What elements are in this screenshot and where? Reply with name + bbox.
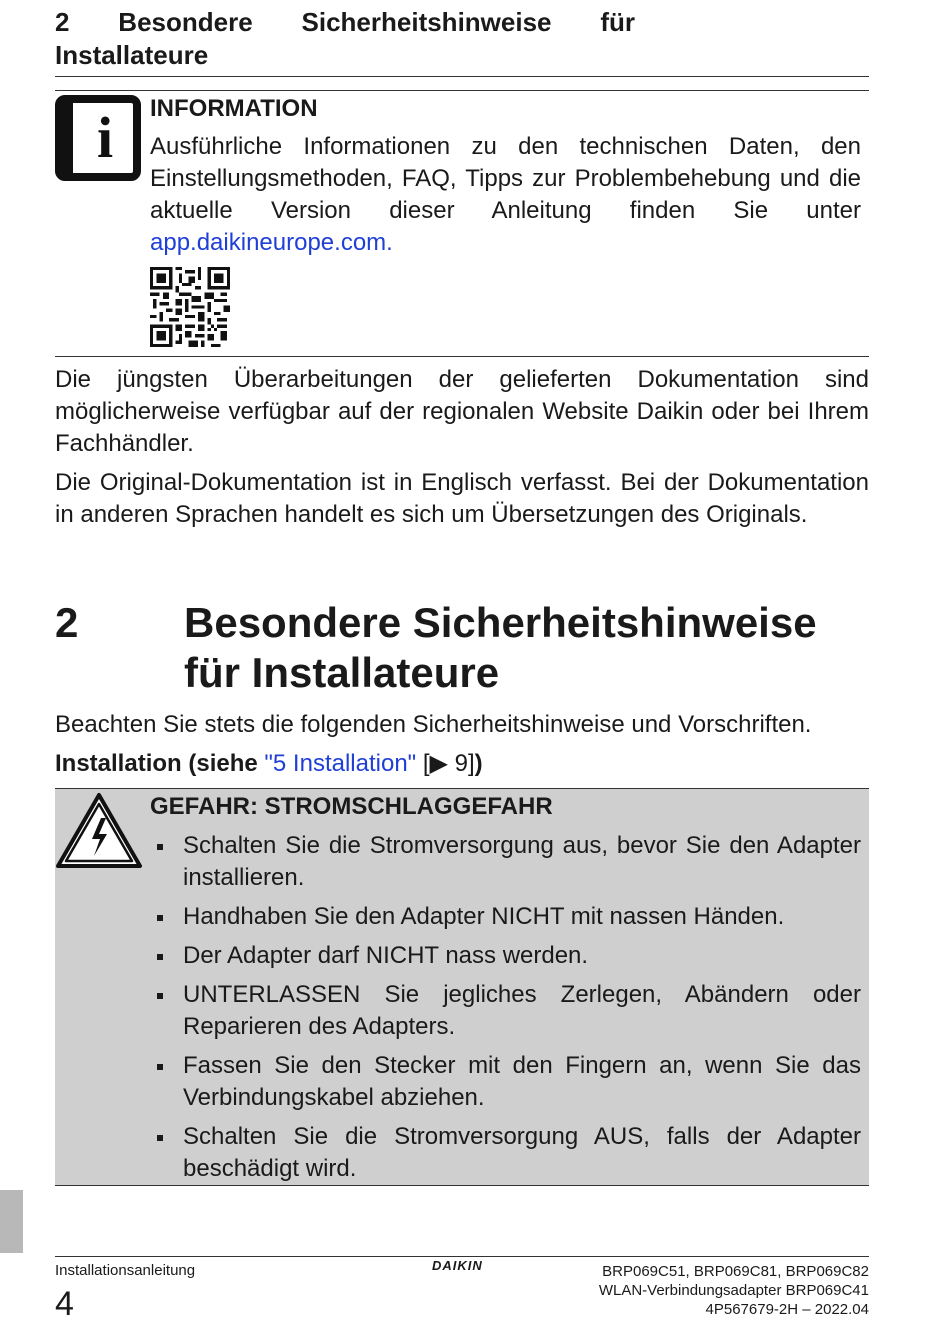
list-item: Der Adapter darf NICHT nass werden. <box>150 940 861 972</box>
footer-line: BRP069C51, BRP069C81, BRP069C82 <box>602 1263 869 1280</box>
section-title-line: Besondere Sicherheitshinweise <box>184 599 817 646</box>
info-body: Ausführliche Informationen zu den technischen Daten, den Einstellungsmethoden, FAQ, Tipps zur Problembehebung und die aktuelle Version dieser Anleitung finden Sie unter <box>150 133 861 224</box>
footer-doc-type: Installationsanleitung <box>55 1262 196 1279</box>
section-intro: Beachten Sie stets die folgenden Sicherheitshinweise und Vorschriften. <box>55 711 812 738</box>
daikin-link[interactable]: app.daikineurope.com. <box>150 229 393 256</box>
list-item: Schalten Sie die Stromversorgung AUS, falls der Adapter beschädigt wird. <box>150 1121 861 1185</box>
footer-rule <box>55 1256 869 1257</box>
list-item: Handhaben Sie den Adapter NICHT mit nassen Händen. <box>150 901 861 933</box>
section-title-line: für Installateure <box>184 649 500 696</box>
page-reference[interactable]: [▶ 9] <box>416 750 475 777</box>
list-item: Schalten Sie die Stromversorgung aus, bevor Sie den Adapter installieren. <box>150 830 861 894</box>
running-header-word: Besondere <box>118 7 253 37</box>
side-tab <box>0 1190 23 1253</box>
installation-heading <box>55 748 483 780</box>
paragraph-original: Die Original-Dokumentation ist in Englisch verfasst. Bei der Dokumentation in anderen Sprachen handelt es sich um Übersetzungen des Originals. <box>55 469 869 528</box>
list-item: UNTERLASSEN Sie jegliches Zerlegen, Abändern oder Reparieren des Adapters. <box>150 979 861 1043</box>
footer-model-info <box>599 1262 869 1319</box>
installation-link[interactable]: "5 Installation" <box>264 750 417 777</box>
running-header-line2: Installateure <box>55 40 209 70</box>
danger-top-rule <box>55 788 869 789</box>
info-text <box>150 131 861 259</box>
info-top-rule <box>55 90 869 91</box>
header-rule <box>55 76 869 77</box>
running-header <box>55 6 869 72</box>
info-icon: i <box>55 95 141 181</box>
footer-line: WLAN-Verbindungsadapter BRP069C41 <box>598 1282 869 1299</box>
info-title: INFORMATION <box>150 95 318 122</box>
footer-line: 4P567679-2H – 2022.04 <box>705 1301 869 1318</box>
running-header-number: 2 <box>55 7 70 37</box>
installation-label: Installation (siehe <box>55 750 265 777</box>
running-header-word: für <box>600 7 635 37</box>
info-bottom-rule <box>55 356 869 357</box>
daikin-logo: DAIKIN <box>432 1258 483 1273</box>
danger-title: GEFAHR: STROMSCHLAGGEFAHR <box>150 793 553 820</box>
qr-code-icon <box>150 267 230 347</box>
section-number: 2 <box>55 599 79 646</box>
running-header-word: Sicherheitshinweise <box>301 7 552 37</box>
list-item: Fassen Sie den Stecker mit den Fingern an, wenn Sie das Verbindungskabel abziehen. <box>150 1050 861 1114</box>
section-title <box>184 598 874 698</box>
installation-close: ) <box>474 750 483 777</box>
paragraph-revisions: Die jüngsten Überarbeitungen der gelieferten Dokumentation sind möglicherweise verfügbar auf der regionalen Website Daikin oder bei Ihrem Fachhändler. <box>55 366 869 457</box>
electric-hazard-icon <box>55 792 143 870</box>
page-number: 4 <box>55 1285 74 1323</box>
danger-list <box>150 830 861 1192</box>
